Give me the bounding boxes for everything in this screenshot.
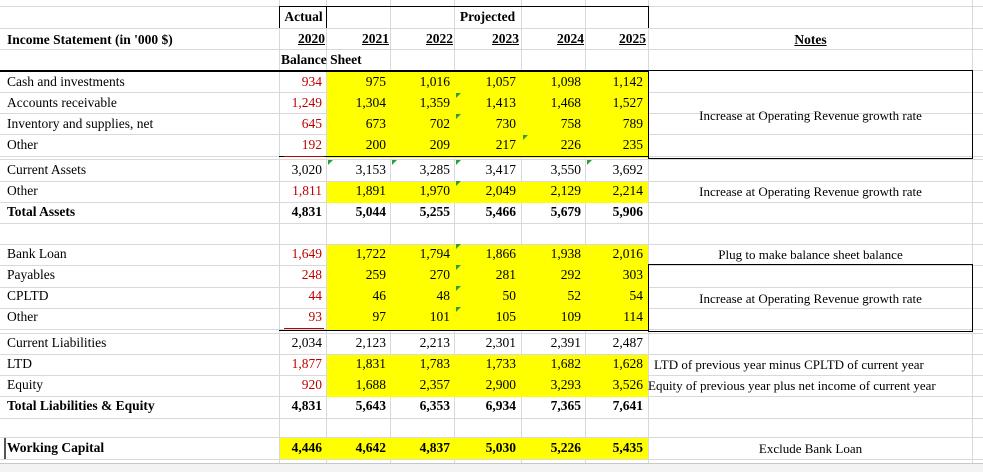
liabilities-subtotal-rule: [279, 330, 648, 331]
cell-value[interactable]: 3,153: [355, 162, 386, 177]
cell-value[interactable]: 3,417: [485, 162, 516, 177]
cell-value[interactable]: 1,649: [291, 246, 322, 261]
cell-value[interactable]: 303: [622, 267, 643, 282]
cell-value[interactable]: 2,357: [419, 377, 450, 392]
row-label: CPLTD: [7, 288, 49, 303]
cell-value[interactable]: 4,446: [291, 440, 322, 455]
cell-value[interactable]: 54: [629, 288, 643, 303]
actual-header: Actual: [284, 9, 323, 24]
year-2024: 2024: [557, 31, 584, 46]
row-label: Equity: [7, 377, 43, 392]
cell-value[interactable]: 2,213: [419, 335, 450, 350]
row-label: Accounts receivable: [7, 95, 117, 110]
cell-value[interactable]: 3,550: [550, 162, 581, 177]
row-label: LTD: [7, 356, 33, 371]
cell-value[interactable]: 1,970: [419, 183, 450, 198]
statement-title: Income Statement (in '000 $): [7, 32, 173, 47]
balance-sheet-header: Balance Sheet: [281, 52, 362, 67]
cell-value[interactable]: 5,044: [355, 204, 386, 219]
cell-value[interactable]: 1,057: [485, 74, 516, 89]
cell-value[interactable]: 730: [495, 116, 516, 131]
cell-value[interactable]: 1,891: [355, 183, 386, 198]
cell-value[interactable]: 758: [560, 116, 581, 131]
error-indicator-icon: [456, 244, 461, 249]
cell-value[interactable]: 235: [622, 137, 643, 152]
row-label: Total Liabilities & Equity: [7, 398, 155, 413]
cell-value[interactable]: 259: [365, 267, 386, 282]
cell-value[interactable]: 1,877: [291, 356, 322, 371]
note-working-capital: Exclude Bank Loan: [758, 441, 863, 456]
year-2021: 2021: [362, 31, 389, 46]
cell-value[interactable]: 1,733: [485, 356, 516, 371]
cell-value[interactable]: 789: [622, 116, 643, 131]
cell-value[interactable]: 105: [495, 309, 516, 324]
row-label: Total Assets: [7, 204, 76, 219]
notes-header: Notes: [794, 32, 827, 47]
cell-value[interactable]: 52: [567, 288, 581, 303]
cell-value[interactable]: 4,642: [355, 440, 386, 455]
cell-value[interactable]: 3,293: [550, 377, 581, 392]
cell-value[interactable]: 48: [436, 288, 450, 303]
note-bank-loan: Plug to make balance sheet balance: [718, 247, 903, 262]
cell-value[interactable]: 4,831: [291, 204, 322, 219]
cell-value[interactable]: 5,435: [612, 440, 643, 455]
cell-value[interactable]: 1,688: [355, 377, 386, 392]
note-ltd: LTD of previous year minus CPLTD of current year: [654, 357, 924, 372]
note-equity: Equity of previous year plus net income of current year: [648, 378, 936, 393]
cell-value[interactable]: 1,249: [291, 95, 322, 110]
header-bottom-rule: [0, 70, 648, 72]
projected-header: Projected: [459, 9, 516, 24]
cell-value[interactable]: 1,628: [612, 356, 643, 371]
cell-value[interactable]: 934: [301, 74, 322, 89]
cell-value[interactable]: 5,226: [550, 440, 581, 455]
cell-value[interactable]: 4,831: [291, 398, 322, 413]
cell-value[interactable]: 1,527: [612, 95, 643, 110]
error-indicator-icon: [456, 160, 461, 165]
cell-value[interactable]: 3,692: [612, 162, 643, 177]
cell-value[interactable]: 93: [308, 309, 322, 324]
error-indicator-icon: [328, 160, 333, 165]
cell-value[interactable]: 3,020: [291, 162, 322, 177]
cell-value[interactable]: 1,811: [292, 183, 322, 198]
error-indicator-icon: [392, 160, 397, 165]
cell-value[interactable]: 101: [429, 309, 450, 324]
row-label: Inventory and supplies, net: [7, 116, 154, 131]
cell-value[interactable]: 1,098: [550, 74, 581, 89]
error-indicator-icon: [456, 181, 461, 186]
error-indicator-icon: [456, 265, 461, 270]
cell-value[interactable]: 1,783: [419, 356, 450, 371]
row-label: Other: [7, 309, 38, 324]
cell-value[interactable]: 5,255: [419, 204, 450, 219]
year-2025: 2025: [619, 31, 646, 46]
cell-value[interactable]: 5,466: [485, 204, 516, 219]
cell-value[interactable]: 2,391: [550, 335, 581, 350]
cell-value[interactable]: 1,468: [550, 95, 581, 110]
cell-value[interactable]: 217: [495, 137, 516, 152]
actual-underline: [284, 328, 324, 329]
error-indicator-icon: [456, 307, 461, 312]
cell-value[interactable]: 3,285: [419, 162, 450, 177]
error-indicator-icon: [456, 93, 461, 98]
cell-value[interactable]: 209: [429, 137, 450, 152]
cell-value[interactable]: 2,129: [550, 183, 581, 198]
cell-value[interactable]: 7,641: [612, 398, 643, 413]
actual-underline: [284, 156, 324, 157]
row-label: Payables: [7, 267, 55, 282]
cell-value[interactable]: 44: [308, 288, 322, 303]
cell-value[interactable]: 248: [301, 267, 322, 282]
cell-value[interactable]: 2,034: [291, 335, 322, 350]
cell-value[interactable]: 702: [429, 116, 450, 131]
cell-value[interactable]: 2,900: [485, 377, 516, 392]
cell-value[interactable]: 5,679: [550, 204, 581, 219]
row-label: Working Capital: [7, 440, 105, 455]
cell-value[interactable]: 2,049: [485, 183, 516, 198]
cell-value[interactable]: 2,214: [612, 183, 643, 198]
cell-value[interactable]: 645: [301, 116, 322, 131]
cell-value[interactable]: 270: [429, 267, 450, 282]
cell-value[interactable]: 226: [560, 137, 581, 152]
note-liabilities-growth: Increase at Operating Revenue growth rate: [699, 291, 922, 306]
wc-left-border: [4, 438, 6, 459]
cell-value[interactable]: 5,030: [485, 440, 516, 455]
cell-value[interactable]: 292: [560, 267, 581, 282]
cell-value[interactable]: 6,934: [485, 398, 516, 413]
cell-value[interactable]: 2,123: [355, 335, 386, 350]
cell-value[interactable]: 46: [372, 288, 386, 303]
note-assets-growth: Increase at Operating Revenue growth rate: [699, 108, 922, 123]
cell-value[interactable]: 192: [301, 137, 322, 152]
cell-value[interactable]: 1,142: [612, 74, 643, 89]
cell-value[interactable]: 1,866: [485, 246, 516, 261]
year-2020: 2020: [298, 31, 325, 46]
cell-value[interactable]: 6,353: [419, 398, 450, 413]
cell-value[interactable]: 1,831: [355, 356, 386, 371]
cell-value[interactable]: 109: [560, 309, 581, 324]
cell-value[interactable]: 975: [365, 74, 386, 89]
cell-value[interactable]: 920: [301, 377, 322, 392]
error-indicator-icon: [587, 160, 592, 165]
cell-value[interactable]: 1,722: [355, 246, 386, 261]
assets-subtotal-rule: [279, 156, 648, 157]
error-indicator-icon: [523, 135, 528, 140]
row-label: Cash and investments: [7, 74, 125, 89]
cell-value[interactable]: 1,304: [355, 95, 386, 110]
cell-value[interactable]: 1,682: [550, 356, 581, 371]
cell-value[interactable]: 1,016: [419, 74, 450, 89]
cell-value[interactable]: 2,301: [485, 335, 516, 350]
year-2023: 2023: [492, 31, 519, 46]
cell-value[interactable]: 3,526: [612, 377, 643, 392]
error-indicator-icon: [456, 114, 461, 119]
cell-value[interactable]: 7,365: [550, 398, 581, 413]
error-indicator-icon: [456, 286, 461, 291]
cell-value[interactable]: 281: [495, 267, 516, 282]
row-label: Other: [7, 183, 38, 198]
row-label: Current Liabilities: [7, 335, 107, 350]
cell-value[interactable]: 97: [372, 309, 386, 324]
cell-value[interactable]: 1,359: [419, 95, 450, 110]
cell-value[interactable]: 5,643: [355, 398, 386, 413]
row-label: Bank Loan: [7, 246, 67, 261]
cell-value[interactable]: 50: [502, 288, 516, 303]
row-label: Current Assets: [7, 162, 87, 177]
cell-value[interactable]: 1,794: [419, 246, 450, 261]
cell-value[interactable]: 4,837: [419, 440, 450, 455]
year-2022: 2022: [426, 31, 453, 46]
cell-value[interactable]: 1,413: [485, 95, 516, 110]
cell-value[interactable]: 673: [365, 116, 386, 131]
row-label: Other: [7, 137, 38, 152]
note-other-growth: Increase at Operating Revenue growth rate: [699, 184, 922, 199]
cell-value[interactable]: 114: [623, 309, 643, 324]
cell-value[interactable]: 1,938: [550, 246, 581, 261]
cell-value[interactable]: 2,016: [612, 246, 643, 261]
cell-value[interactable]: 200: [365, 137, 386, 152]
cell-value[interactable]: 2,487: [612, 335, 643, 350]
cell-value[interactable]: 5,906: [612, 204, 643, 219]
